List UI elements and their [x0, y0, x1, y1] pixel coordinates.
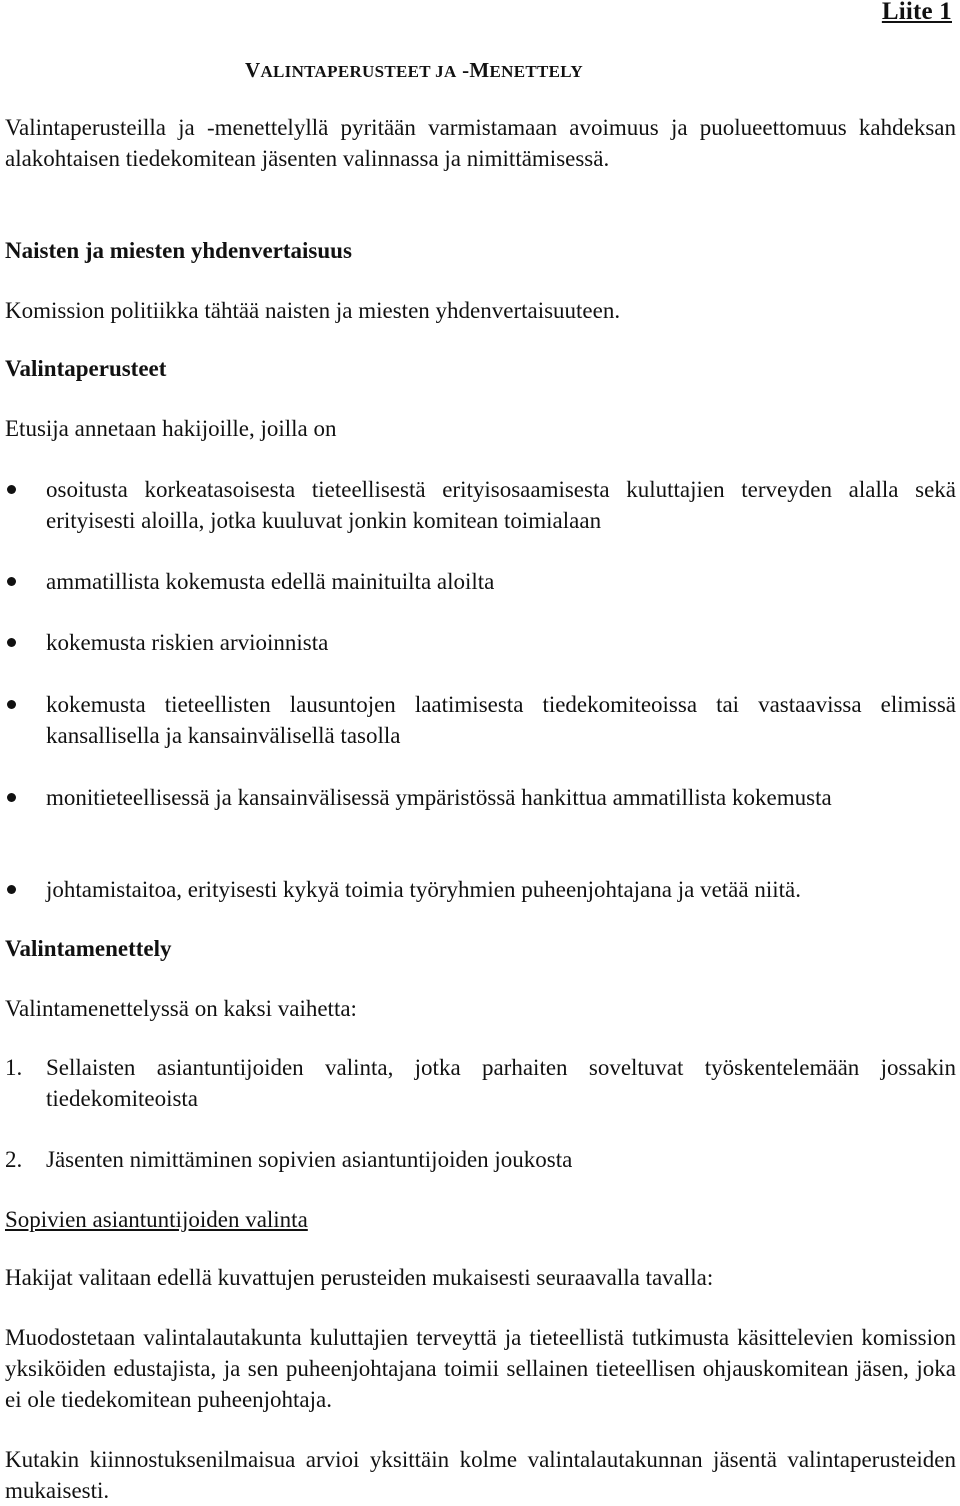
criteria-list-item: [5, 782, 956, 813]
step-number: 1.: [5, 1055, 23, 1080]
bullet-icon: [7, 885, 16, 894]
criteria-item-text: monitieteellisessä ja kansainvälisessä ympäristössä hankittua ammatillista kokemusta: [46, 785, 832, 810]
criteria-item-text: kokemusta tieteellisten lausuntojen laatimisesta tiedekomiteoissa tai vastaavissa elimissä kansallisella ja kansainvälisellä tasolla: [46, 692, 956, 748]
procedure-step: [5, 1052, 956, 1114]
bullet-icon: [7, 485, 16, 494]
criteria-item-text: johtamistaitoa, erityisesti kykyä toimia työryhmien puheenjohtajana ja vetää niitä.: [46, 877, 801, 902]
annex-label: Liite 1: [881, 0, 952, 25]
document-title: [245, 55, 583, 87]
selection-heading: [5, 1204, 956, 1235]
title-part-4: ENETTELY: [489, 62, 583, 81]
selection-heading-text: Sopivien asiantuntijoiden valinta: [5, 1207, 308, 1232]
step-number: 2.: [5, 1147, 23, 1172]
procedure-lead: Valintamenettelyssä on kaksi vaihetta:: [5, 996, 357, 1021]
equality-heading: Naisten ja miesten yhdenvertaisuus: [5, 238, 352, 263]
selection-paragraph-2: Muodostetaan valintalautakunta kuluttajien terveyttä ja tieteellistä tutkimusta käsittelevien komission yksiköiden edustajista, ja sen puheenjohtajana toimii sellainen tieteellisen ohjauskomitean jäsen, joka ei ole tiedekomitean puheenjohtaja.: [5, 1325, 956, 1412]
title-part-3: -M: [456, 58, 490, 82]
criteria-list-item: [5, 874, 956, 905]
title-part-2: ALINTAPERUSTEET JA: [260, 62, 457, 81]
bullet-icon: [7, 700, 16, 709]
bullet-icon: [7, 577, 16, 586]
criteria-item-text: kokemusta riskien arvioinnista: [46, 630, 329, 655]
criteria-item-text: ammatillista kokemusta edellä mainituilta aloilta: [46, 569, 495, 594]
criteria-item-text: osoitusta korkeatasoisesta tieteellisestä erityisosaamisesta kuluttajien terveyden alalla sekä erityisesti aloilla, jotka kuuluvat jonkin komitean toimialaan: [46, 477, 956, 533]
bullet-icon: [7, 793, 16, 802]
equality-text: Komission politiikka tähtää naisten ja miesten yhdenvertaisuuteen.: [5, 298, 621, 323]
intro-paragraph: Valintaperusteilla ja -menettelyllä pyritään varmistamaan avoimuus ja puolueettomuus kahdeksan alakohtaisen tiedekomitean jäsenten valinnassa ja nimittämisessä.: [5, 115, 956, 171]
criteria-list-item: [5, 627, 956, 658]
step-text: Sellaisten asiantuntijoiden valinta, jotka parhaiten soveltuvat työskentelemään jossakin tiedekomiteoista: [46, 1055, 956, 1111]
procedure-step: [5, 1144, 956, 1175]
procedure-heading: Valintamenettely: [5, 936, 172, 961]
criteria-lead: Etusija annetaan hakijoille, joilla on: [5, 416, 337, 441]
criteria-heading: Valintaperusteet: [5, 356, 167, 381]
criteria-list-item: [5, 689, 956, 751]
criteria-list-item: [5, 474, 956, 536]
selection-paragraph-1: Hakijat valitaan edellä kuvattujen perusteiden mukaisesti seuraavalla tavalla:: [5, 1265, 714, 1290]
title-part-1: V: [245, 58, 261, 82]
bullet-icon: [7, 638, 16, 647]
criteria-list-item: [5, 566, 956, 597]
selection-paragraph-3: Kutakin kiinnostuksenilmaisua arvioi yksittäin kolme valintalautakunnan jäsentä valintaperusteiden mukaisesti.: [5, 1447, 956, 1503]
step-text: Jäsenten nimittäminen sopivien asiantuntijoiden joukosta: [46, 1147, 573, 1172]
